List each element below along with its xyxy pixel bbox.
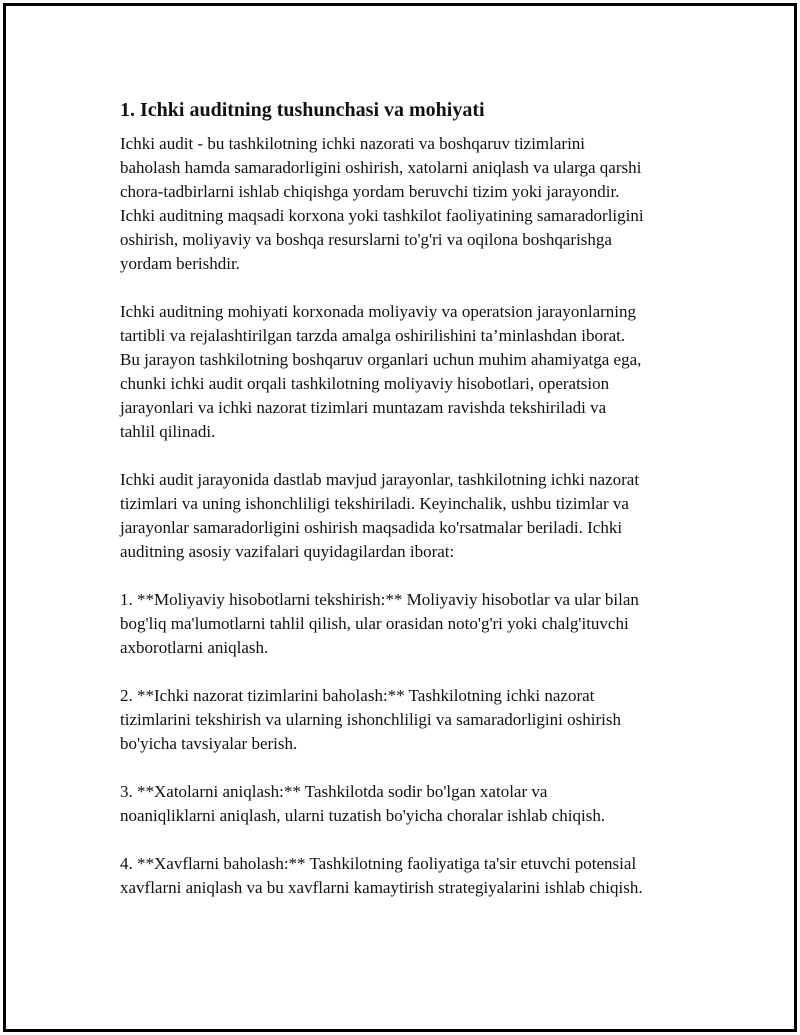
list-item-errors: 3. **Xatolarni aniqlash:** Tashkilotda sodir bo'lgan xatolar va noaniqliklarni aniqlash, ularni tuzatish bo'yicha choralar ishlab chiqish. xyxy=(120,782,606,825)
document-body xyxy=(120,96,720,924)
list-item-internal-control: 2. **Ichki nazorat tizimlarini baholash:** Tashkilotning ichki nazorat tizimlarini tekshirish va ularning ishonchliligi va samaradorligini oshirish bo'yicha tavsiyalar berish. xyxy=(120,686,621,753)
document-page xyxy=(3,3,797,1032)
section-heading: 1. Ichki auditning tushunchasi va mohiyati xyxy=(120,99,485,121)
paragraph-process: Ichki audit jarayonida dastlab mavjud jarayonlar, tashkilotning ichki nazorat tizimlari va uning ishonchliligi tekshiriladi. Keyinchalik, ushbu tizimlar va jarayonlar samaradorligini oshirish maqsadida ko'rsatmalar beriladi. Ichki auditning asosiy vazifalari quyidagilardan iborat: xyxy=(120,470,640,561)
list-item-risks: 4. **Xavflarni baholash:** Tashkilotning faoliyatiga ta'sir etuvchi potensial xavflarni aniqlash va bu xavflarni kamaytirish strategiyalarini ishlab chiqish. xyxy=(120,854,643,897)
paragraph-definition: Ichki audit - bu tashkilotning ichki nazorati va boshqaruv tizimlarini baholash hamda samaradorligini oshirish, xatolarni aniqlash va ularga qarshi chora-tadbirlarni ishlab chiqishga yordam beruvchi tizim yoki jarayondir. Ichki auditning maqsadi korxona yoki tashkilot faoliyatining samaradorligini oshirish, moliyaviy va boshqa resurslarni to'g'ri va oqilona boshqarishga yordam berishdir. xyxy=(120,134,644,273)
paragraph-essence: Ichki auditning mohiyati korxonada moliyaviy va operatsion jarayonlarning tartibli va rejalashtirilgan tarzda amalga oshirilishini ta’minlashdan iborat. Bu jarayon tashkilotning boshqaruv organlari uchun muhim ahamiyatga ega, chunki ichki audit orqali tashkilotning moliyaviy hisobotlari, operatsion jarayonlari va ichki nazorat tizimlari muntazam ravishda tekshiriladi va tahlil qilinadi. xyxy=(120,302,642,441)
list-item-financial-reports: 1. **Moliyaviy hisobotlarni tekshirish:** Moliyaviy hisobotlar va ular bilan bog'liq ma'lumotlarni tahlil qilish, ular orasidan noto'g'ri yoki chalg'ituvchi axborotlarni aniqlash. xyxy=(120,590,639,657)
